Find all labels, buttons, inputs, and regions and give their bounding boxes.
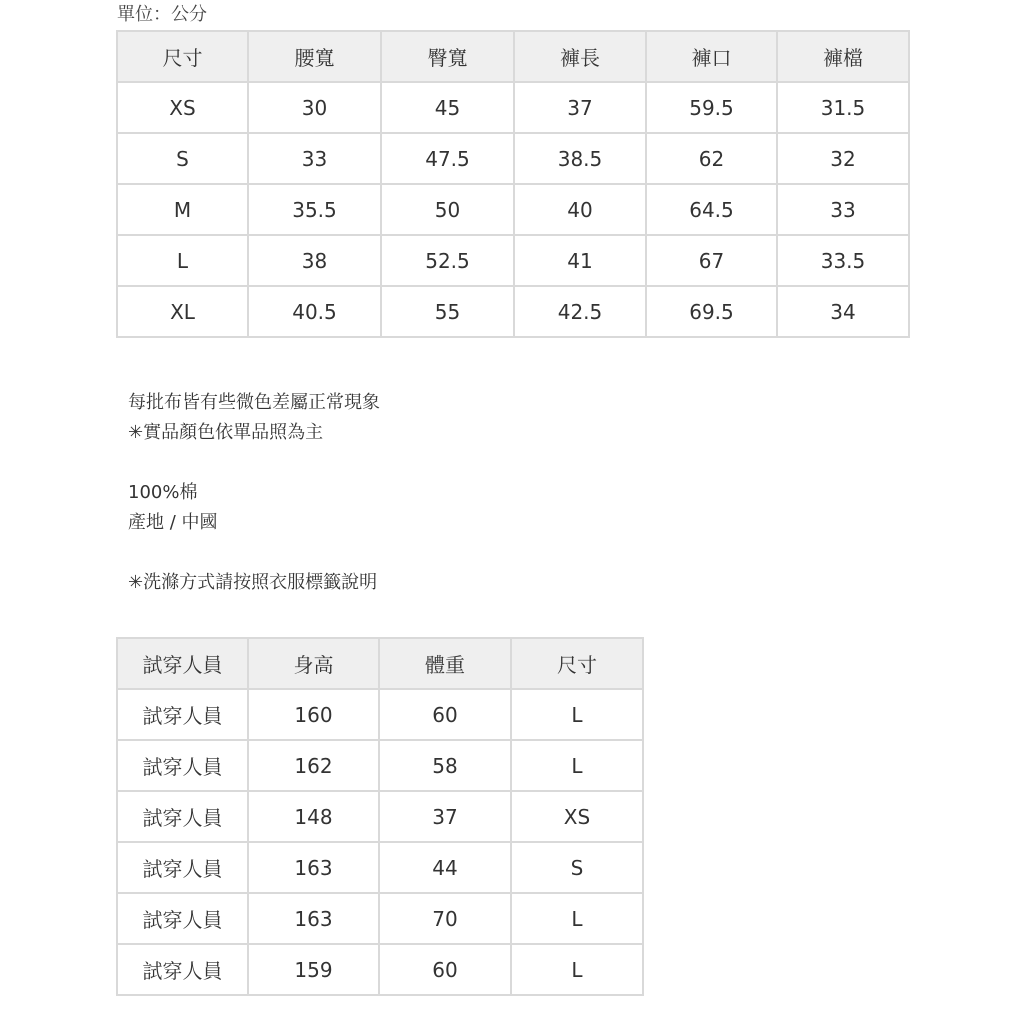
size-table [116,30,910,338]
header-length: 褲長 [514,31,646,82]
size-cell: XS [511,791,643,842]
header-size: 尺寸 [117,31,248,82]
weight-cell: 60 [379,689,511,740]
header-rise: 褲檔 [777,31,909,82]
model-cell: 試穿人員 [117,944,248,995]
size-cell: L [511,740,643,791]
length-cell: 41 [514,235,646,286]
model-cell: 試穿人員 [117,791,248,842]
leg-opening-cell: 59.5 [646,82,777,133]
length-cell: 42.5 [514,286,646,337]
model-cell: 試穿人員 [117,842,248,893]
size-cell: S [511,842,643,893]
length-cell: 38.5 [514,133,646,184]
table-row [117,286,909,337]
hip-cell: 45 [381,82,514,133]
try-on-table [116,637,644,996]
size-table-header-row [117,31,909,82]
rise-cell: 33.5 [777,235,909,286]
header-leg-opening: 褲口 [646,31,777,82]
leg-opening-cell: 62 [646,133,777,184]
waist-cell: 35.5 [248,184,381,235]
leg-opening-cell: 64.5 [646,184,777,235]
hip-cell: 52.5 [381,235,514,286]
size-cell: L [511,893,643,944]
hip-cell: 50 [381,184,514,235]
size-cell: L [511,944,643,995]
table-row [117,133,909,184]
height-cell: 163 [248,893,379,944]
waist-cell: 40.5 [248,286,381,337]
length-cell: 40 [514,184,646,235]
model-cell: 試穿人員 [117,689,248,740]
rise-cell: 32 [777,133,909,184]
table-row [117,689,643,740]
header-height: 身高 [248,638,379,689]
size-cell: S [117,133,248,184]
weight-cell: 70 [379,893,511,944]
model-cell: 試穿人員 [117,740,248,791]
header-hip: 臀寬 [381,31,514,82]
color-variance-note: 每批布皆有些微色差屬正常現象 [128,392,380,413]
length-cell: 37 [514,82,646,133]
hip-cell: 47.5 [381,133,514,184]
header-weight: 體重 [379,638,511,689]
rise-cell: 34 [777,286,909,337]
table-row [117,740,643,791]
color-reference-note: ✳︎實品顏色依單品照為主 [128,422,324,443]
origin-note: 產地 / 中國 [128,512,218,533]
table-row [117,893,643,944]
table-row [117,842,643,893]
try-on-header-row [117,638,643,689]
rise-cell: 33 [777,184,909,235]
weight-cell: 58 [379,740,511,791]
waist-cell: 38 [248,235,381,286]
size-cell: L [511,689,643,740]
height-cell: 160 [248,689,379,740]
wash-instructions-note: ✳︎洗滌方式請按照衣服標籤說明 [128,572,378,593]
leg-opening-cell: 69.5 [646,286,777,337]
header-waist: 腰寬 [248,31,381,82]
header-size: 尺寸 [511,638,643,689]
height-cell: 162 [248,740,379,791]
table-row [117,791,643,842]
unit-label: 單位：公分 [117,4,207,25]
product-notes [128,388,380,598]
header-model: 試穿人員 [117,638,248,689]
hip-cell: 55 [381,286,514,337]
size-cell: XL [117,286,248,337]
size-cell: L [117,235,248,286]
material-note: 100%棉 [128,482,198,503]
rise-cell: 31.5 [777,82,909,133]
size-cell: M [117,184,248,235]
leg-opening-cell: 67 [646,235,777,286]
weight-cell: 44 [379,842,511,893]
height-cell: 148 [248,791,379,842]
weight-cell: 60 [379,944,511,995]
table-row [117,184,909,235]
table-row [117,944,643,995]
weight-cell: 37 [379,791,511,842]
size-cell: XS [117,82,248,133]
table-row [117,82,909,133]
waist-cell: 33 [248,133,381,184]
model-cell: 試穿人員 [117,893,248,944]
table-row [117,235,909,286]
height-cell: 159 [248,944,379,995]
waist-cell: 30 [248,82,381,133]
height-cell: 163 [248,842,379,893]
